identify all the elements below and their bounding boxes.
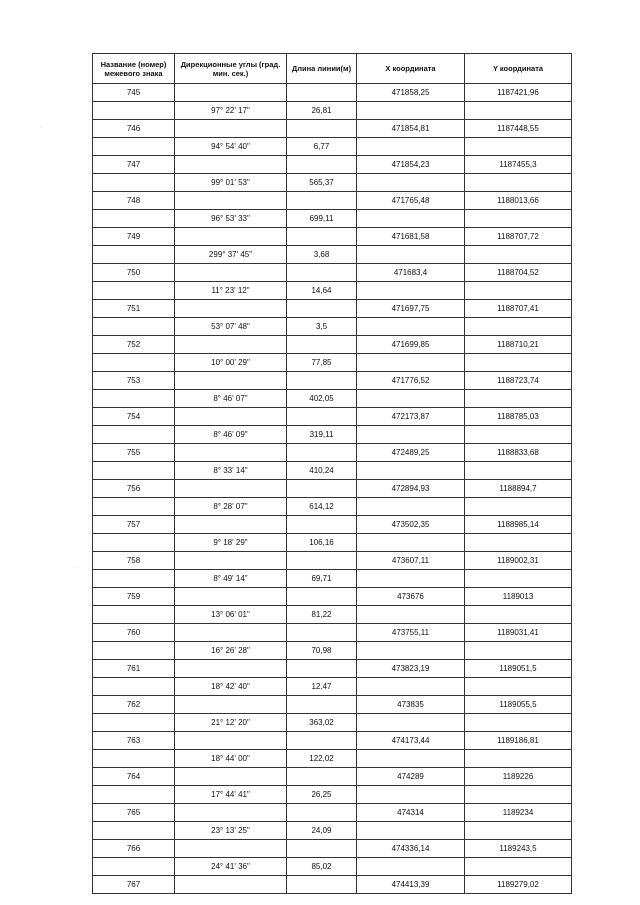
y-coordinate: 1189234: [465, 804, 572, 822]
marker-number: 761: [93, 660, 175, 678]
segment-row: [93, 282, 572, 300]
point-row: [93, 624, 572, 642]
segment-row: [93, 462, 572, 480]
y-coordinate: 1189055,5: [465, 696, 572, 714]
x-coordinate: 471765,48: [357, 192, 465, 210]
angle-cell-empty: [175, 804, 287, 822]
marker-cell-empty: [93, 750, 175, 768]
angle-cell-empty: [175, 840, 287, 858]
angle-cell-empty: [175, 84, 287, 102]
segment-row: [93, 354, 572, 372]
y-coordinate: 1189051,5: [465, 660, 572, 678]
marker-cell-empty: [93, 786, 175, 804]
y-coordinate: 1188710,21: [465, 336, 572, 354]
x-coordinate: 473755,11: [357, 624, 465, 642]
directional-angle: 8° 46' 07": [175, 390, 287, 408]
length-cell-empty: [287, 372, 357, 390]
marker-cell-empty: [93, 462, 175, 480]
y-coordinate: 1189243,5: [465, 840, 572, 858]
line-length: 699,11: [287, 210, 357, 228]
x-cell-empty: [357, 354, 465, 372]
marker-number: 763: [93, 732, 175, 750]
y-cell-empty: [465, 642, 572, 660]
segment-row: [93, 606, 572, 624]
header-y-coordinate: Y координата: [465, 54, 572, 84]
table-header-row: [93, 54, 572, 84]
point-row: [93, 192, 572, 210]
point-row: [93, 804, 572, 822]
directional-angle: 8° 33' 14": [175, 462, 287, 480]
x-coordinate: 472489,25: [357, 444, 465, 462]
angle-cell-empty: [175, 660, 287, 678]
directional-angle: 17° 44' 41": [175, 786, 287, 804]
line-length: 26,25: [287, 786, 357, 804]
x-cell-empty: [357, 786, 465, 804]
x-cell-empty: [357, 246, 465, 264]
point-row: [93, 588, 572, 606]
directional-angle: 9° 18' 29": [175, 534, 287, 552]
length-cell-empty: [287, 156, 357, 174]
angle-cell-empty: [175, 588, 287, 606]
length-cell-empty: [287, 444, 357, 462]
y-coordinate: 1188723,74: [465, 372, 572, 390]
line-length: 319,11: [287, 426, 357, 444]
length-cell-empty: [287, 876, 357, 894]
y-cell-empty: [465, 678, 572, 696]
x-cell-empty: [357, 606, 465, 624]
x-coordinate: 473502,35: [357, 516, 465, 534]
y-cell-empty: [465, 246, 572, 264]
y-coordinate: 1188785,03: [465, 408, 572, 426]
segment-row: [93, 714, 572, 732]
directional-angle: 8° 28' 07": [175, 498, 287, 516]
angle-cell-empty: [175, 552, 287, 570]
angle-cell-empty: [175, 372, 287, 390]
y-cell-empty: [465, 102, 572, 120]
x-cell-empty: [357, 462, 465, 480]
length-cell-empty: [287, 480, 357, 498]
y-cell-empty: [465, 426, 572, 444]
length-cell-empty: [287, 660, 357, 678]
y-coordinate: 1189013: [465, 588, 572, 606]
x-cell-empty: [357, 642, 465, 660]
length-cell-empty: [287, 804, 357, 822]
x-coordinate: 474413,39: [357, 876, 465, 894]
scan-speck: ·: [76, 565, 78, 571]
line-length: 3,5: [287, 318, 357, 336]
y-cell-empty: [465, 498, 572, 516]
directional-angle: 18° 44' 00": [175, 750, 287, 768]
y-cell-empty: [465, 570, 572, 588]
directional-angle: 13° 06' 01": [175, 606, 287, 624]
segment-row: [93, 246, 572, 264]
y-cell-empty: [465, 282, 572, 300]
point-row: [93, 660, 572, 678]
x-cell-empty: [357, 174, 465, 192]
angle-cell-empty: [175, 768, 287, 786]
line-length: 614,12: [287, 498, 357, 516]
segment-row: [93, 678, 572, 696]
y-cell-empty: [465, 174, 572, 192]
header-line-length: Длина линии(м): [287, 54, 357, 84]
marker-number: 757: [93, 516, 175, 534]
x-cell-empty: [357, 858, 465, 876]
line-length: 77,85: [287, 354, 357, 372]
y-coordinate: 1189279,02: [465, 876, 572, 894]
x-cell-empty: [357, 318, 465, 336]
angle-cell-empty: [175, 156, 287, 174]
y-cell-empty: [465, 750, 572, 768]
marker-cell-empty: [93, 318, 175, 336]
angle-cell-empty: [175, 192, 287, 210]
scan-speck: ·: [40, 125, 42, 131]
point-row: [93, 480, 572, 498]
marker-cell-empty: [93, 822, 175, 840]
length-cell-empty: [287, 120, 357, 138]
y-cell-empty: [465, 822, 572, 840]
y-coordinate: 1189226: [465, 768, 572, 786]
y-coordinate: 1187448,55: [465, 120, 572, 138]
y-coordinate: 1189186,81: [465, 732, 572, 750]
y-cell-empty: [465, 318, 572, 336]
length-cell-empty: [287, 840, 357, 858]
point-row: [93, 444, 572, 462]
y-cell-empty: [465, 714, 572, 732]
angle-cell-empty: [175, 624, 287, 642]
x-coordinate: 471683,4: [357, 264, 465, 282]
x-cell-empty: [357, 282, 465, 300]
marker-number: 749: [93, 228, 175, 246]
marker-number: 750: [93, 264, 175, 282]
segment-row: [93, 534, 572, 552]
length-cell-empty: [287, 768, 357, 786]
x-coordinate: 474289: [357, 768, 465, 786]
marker-number: 755: [93, 444, 175, 462]
marker-cell-empty: [93, 246, 175, 264]
x-coordinate: 473823,19: [357, 660, 465, 678]
line-length: 122,02: [287, 750, 357, 768]
marker-cell-empty: [93, 642, 175, 660]
marker-cell-empty: [93, 174, 175, 192]
segment-row: [93, 858, 572, 876]
point-row: [93, 264, 572, 282]
y-cell-empty: [465, 138, 572, 156]
directional-angle: 94° 54' 40": [175, 138, 287, 156]
segment-row: [93, 174, 572, 192]
y-coordinate: 1188894,7: [465, 480, 572, 498]
marker-cell-empty: [93, 426, 175, 444]
length-cell-empty: [287, 588, 357, 606]
line-length: 81,22: [287, 606, 357, 624]
marker-number: 765: [93, 804, 175, 822]
segment-row: [93, 102, 572, 120]
marker-number: 760: [93, 624, 175, 642]
point-row: [93, 300, 572, 318]
line-length: 85,02: [287, 858, 357, 876]
segment-row: [93, 138, 572, 156]
y-cell-empty: [465, 606, 572, 624]
y-cell-empty: [465, 354, 572, 372]
marker-number: 745: [93, 84, 175, 102]
marker-number: 766: [93, 840, 175, 858]
x-coordinate: 472894,93: [357, 480, 465, 498]
directional-angle: 8° 46' 09": [175, 426, 287, 444]
x-coordinate: 471776,52: [357, 372, 465, 390]
segment-row: [93, 210, 572, 228]
marker-cell-empty: [93, 858, 175, 876]
line-length: 26,81: [287, 102, 357, 120]
directional-angle: 21° 12' 20": [175, 714, 287, 732]
x-cell-empty: [357, 102, 465, 120]
directional-angle: 18° 42' 40": [175, 678, 287, 696]
y-cell-empty: [465, 462, 572, 480]
angle-cell-empty: [175, 516, 287, 534]
marker-cell-empty: [93, 570, 175, 588]
y-cell-empty: [465, 534, 572, 552]
line-length: 106,16: [287, 534, 357, 552]
line-length: 565,37: [287, 174, 357, 192]
x-coordinate: 471858,25: [357, 84, 465, 102]
angle-cell-empty: [175, 696, 287, 714]
point-row: [93, 84, 572, 102]
x-coordinate: 472173,87: [357, 408, 465, 426]
angle-cell-empty: [175, 264, 287, 282]
segment-row: [93, 786, 572, 804]
segment-row: [93, 642, 572, 660]
marker-cell-empty: [93, 282, 175, 300]
angle-cell-empty: [175, 336, 287, 354]
length-cell-empty: [287, 336, 357, 354]
directional-angle: 96° 53' 33": [175, 210, 287, 228]
directional-angle: 10° 00' 29": [175, 354, 287, 372]
x-coordinate: 471681,58: [357, 228, 465, 246]
x-coordinate: 471854,23: [357, 156, 465, 174]
line-length: 6,77: [287, 138, 357, 156]
x-cell-empty: [357, 714, 465, 732]
length-cell-empty: [287, 84, 357, 102]
marker-number: 753: [93, 372, 175, 390]
marker-number: 767: [93, 876, 175, 894]
line-length: 14,64: [287, 282, 357, 300]
directional-angle: 23° 13' 25": [175, 822, 287, 840]
y-coordinate: 1188707,72: [465, 228, 572, 246]
marker-number: 759: [93, 588, 175, 606]
angle-cell-empty: [175, 120, 287, 138]
boundary-coordinates-table: [92, 53, 572, 894]
marker-number: 762: [93, 696, 175, 714]
point-row: [93, 732, 572, 750]
marker-number: 746: [93, 120, 175, 138]
marker-cell-empty: [93, 138, 175, 156]
y-coordinate: 1189031,41: [465, 624, 572, 642]
y-cell-empty: [465, 390, 572, 408]
y-coordinate: 1188985,14: [465, 516, 572, 534]
x-coordinate: 474336,14: [357, 840, 465, 858]
y-coordinate: 1189002,31: [465, 552, 572, 570]
length-cell-empty: [287, 624, 357, 642]
directional-angle: 16° 26' 28": [175, 642, 287, 660]
marker-number: 764: [93, 768, 175, 786]
angle-cell-empty: [175, 732, 287, 750]
angle-cell-empty: [175, 228, 287, 246]
angle-cell-empty: [175, 444, 287, 462]
length-cell-empty: [287, 192, 357, 210]
y-coordinate: 1188707,41: [465, 300, 572, 318]
length-cell-empty: [287, 408, 357, 426]
length-cell-empty: [287, 300, 357, 318]
segment-row: [93, 426, 572, 444]
directional-angle: 99° 01' 53": [175, 174, 287, 192]
x-coordinate: 471699,85: [357, 336, 465, 354]
marker-cell-empty: [93, 534, 175, 552]
point-row: [93, 372, 572, 390]
directional-angle: 299° 37' 45": [175, 246, 287, 264]
x-cell-empty: [357, 822, 465, 840]
x-cell-empty: [357, 750, 465, 768]
marker-cell-empty: [93, 606, 175, 624]
marker-cell-empty: [93, 210, 175, 228]
header-marker-name: Название (номер) межевого знака: [93, 54, 175, 84]
segment-row: [93, 750, 572, 768]
point-row: [93, 696, 572, 714]
segment-row: [93, 570, 572, 588]
x-cell-empty: [357, 390, 465, 408]
directional-angle: 8° 49' 14": [175, 570, 287, 588]
line-length: 363,02: [287, 714, 357, 732]
point-row: [93, 228, 572, 246]
marker-number: 747: [93, 156, 175, 174]
line-length: 3,68: [287, 246, 357, 264]
point-row: [93, 768, 572, 786]
angle-cell-empty: [175, 480, 287, 498]
y-coordinate: 1187455,3: [465, 156, 572, 174]
marker-number: 756: [93, 480, 175, 498]
x-cell-empty: [357, 426, 465, 444]
x-coordinate: 473676: [357, 588, 465, 606]
marker-number: 754: [93, 408, 175, 426]
x-coordinate: 474314: [357, 804, 465, 822]
point-row: [93, 876, 572, 894]
marker-cell-empty: [93, 354, 175, 372]
point-row: [93, 516, 572, 534]
marker-cell-empty: [93, 102, 175, 120]
marker-cell-empty: [93, 498, 175, 516]
line-length: 24,09: [287, 822, 357, 840]
directional-angle: 24° 41' 36": [175, 858, 287, 876]
segment-row: [93, 318, 572, 336]
point-row: [93, 336, 572, 354]
length-cell-empty: [287, 696, 357, 714]
x-cell-empty: [357, 498, 465, 516]
line-length: 410,24: [287, 462, 357, 480]
x-cell-empty: [357, 678, 465, 696]
line-length: 402,05: [287, 390, 357, 408]
marker-number: 748: [93, 192, 175, 210]
segment-row: [93, 390, 572, 408]
marker-number: 751: [93, 300, 175, 318]
line-length: 70,98: [287, 642, 357, 660]
x-coordinate: 473835: [357, 696, 465, 714]
x-cell-empty: [357, 138, 465, 156]
length-cell-empty: [287, 228, 357, 246]
header-x-coordinate: Х координата: [357, 54, 465, 84]
x-cell-empty: [357, 534, 465, 552]
y-coordinate: 1188704,52: [465, 264, 572, 282]
segment-row: [93, 822, 572, 840]
y-coordinate: 1187421,96: [465, 84, 572, 102]
angle-cell-empty: [175, 408, 287, 426]
x-coordinate: 474173,44: [357, 732, 465, 750]
length-cell-empty: [287, 516, 357, 534]
y-cell-empty: [465, 786, 572, 804]
x-cell-empty: [357, 570, 465, 588]
x-coordinate: 471854,81: [357, 120, 465, 138]
y-cell-empty: [465, 210, 572, 228]
line-length: 69,71: [287, 570, 357, 588]
x-coordinate: 473607,11: [357, 552, 465, 570]
x-coordinate: 471697,75: [357, 300, 465, 318]
angle-cell-empty: [175, 300, 287, 318]
point-row: [93, 120, 572, 138]
point-row: [93, 552, 572, 570]
length-cell-empty: [287, 552, 357, 570]
marker-cell-empty: [93, 714, 175, 732]
y-coordinate: 1188013,66: [465, 192, 572, 210]
point-row: [93, 408, 572, 426]
point-row: [93, 156, 572, 174]
directional-angle: 53° 07' 48": [175, 318, 287, 336]
segment-row: [93, 498, 572, 516]
marker-number: 758: [93, 552, 175, 570]
angle-cell-empty: [175, 876, 287, 894]
header-directional-angles: Дирекционные углы (град. мин. сек.): [175, 54, 287, 84]
directional-angle: 11° 23' 12": [175, 282, 287, 300]
line-length: 12,47: [287, 678, 357, 696]
marker-cell-empty: [93, 678, 175, 696]
directional-angle: 97° 22' 17": [175, 102, 287, 120]
point-row: [93, 840, 572, 858]
length-cell-empty: [287, 732, 357, 750]
y-coordinate: 1188833,68: [465, 444, 572, 462]
length-cell-empty: [287, 264, 357, 282]
x-cell-empty: [357, 210, 465, 228]
y-cell-empty: [465, 858, 572, 876]
marker-cell-empty: [93, 390, 175, 408]
marker-number: 752: [93, 336, 175, 354]
